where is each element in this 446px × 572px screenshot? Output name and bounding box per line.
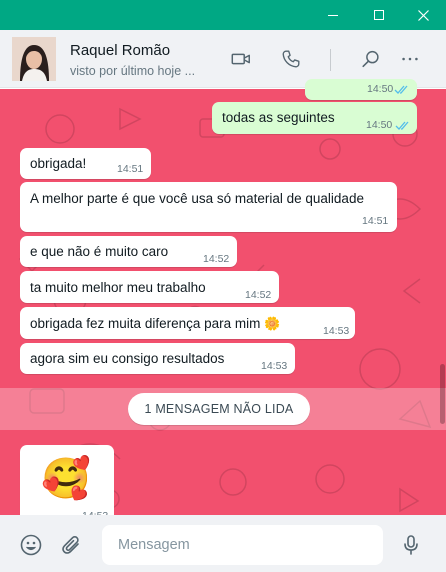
incoming-message[interactable] bbox=[20, 271, 279, 303]
incoming-message[interactable] bbox=[20, 148, 151, 179]
message-text: e que não é muito caro bbox=[30, 244, 169, 259]
unread-count-label: 1 MENSAGEM NÃO LIDA bbox=[128, 393, 310, 425]
maximize-icon bbox=[374, 10, 384, 20]
maximize-button[interactable] bbox=[356, 0, 402, 30]
more-options-button[interactable] bbox=[396, 45, 424, 73]
chat-scrollbar[interactable] bbox=[440, 364, 445, 424]
paperclip-icon bbox=[60, 533, 84, 557]
outgoing-message[interactable] bbox=[212, 102, 417, 134]
incoming-message[interactable] bbox=[20, 343, 295, 374]
blossom-emoji: 🌼 bbox=[264, 316, 281, 331]
composer-bar bbox=[0, 515, 446, 572]
contact-name[interactable]: Raquel Romão bbox=[70, 42, 171, 59]
message-time: 14:53 bbox=[323, 325, 350, 337]
video-call-button[interactable] bbox=[227, 45, 255, 73]
emoji-icon bbox=[19, 533, 43, 557]
message-time: 14:52 bbox=[245, 289, 272, 301]
attach-button[interactable] bbox=[59, 532, 85, 558]
emoji-button[interactable] bbox=[18, 532, 44, 558]
message-time: 14:53 bbox=[261, 360, 288, 372]
search-button[interactable] bbox=[357, 45, 385, 73]
message-text: A melhor parte é que você usa só material de qualidade bbox=[30, 191, 364, 206]
incoming-message[interactable] bbox=[20, 236, 237, 267]
contact-photo bbox=[12, 37, 56, 81]
read-receipt-icon bbox=[394, 84, 410, 95]
message-text: obrigada! bbox=[30, 156, 87, 171]
message-time: 14:52 bbox=[203, 253, 230, 265]
message-text: ta muito melhor meu trabalho bbox=[30, 280, 206, 295]
minimize-button[interactable] bbox=[310, 0, 356, 30]
header-divider bbox=[330, 49, 331, 71]
incoming-message[interactable] bbox=[20, 182, 397, 232]
message-text: todas as seguintes bbox=[222, 110, 335, 125]
phone-icon bbox=[280, 48, 302, 70]
minimize-icon bbox=[328, 15, 338, 16]
search-icon bbox=[360, 48, 382, 70]
message-input[interactable] bbox=[102, 525, 383, 565]
close-icon bbox=[418, 10, 429, 21]
message-text: agora sim eu consigo resultados bbox=[30, 351, 225, 366]
chat-area[interactable] bbox=[0, 83, 446, 515]
smiling-face-with-hearts-emoji: 🥰 bbox=[41, 457, 91, 501]
voice-message-button[interactable] bbox=[398, 532, 424, 558]
ellipsis-icon bbox=[399, 48, 421, 70]
message-time: 14:50 bbox=[367, 83, 394, 95]
video-camera-icon bbox=[230, 48, 252, 70]
window-titlebar bbox=[0, 0, 446, 30]
microphone-icon bbox=[399, 533, 423, 557]
incoming-message[interactable] bbox=[20, 307, 355, 339]
avatar[interactable] bbox=[12, 37, 56, 81]
message-text: obrigada fez muita diferença para mim 🌼 bbox=[30, 316, 281, 331]
read-receipt-icon bbox=[395, 120, 411, 131]
outgoing-message[interactable] bbox=[305, 79, 417, 100]
voice-call-button[interactable] bbox=[277, 45, 305, 73]
close-window-button[interactable] bbox=[400, 0, 446, 30]
message-time: 14:50 bbox=[366, 119, 393, 131]
contact-last-seen: visto por último hoje ... bbox=[70, 64, 196, 78]
message-time: 14:51 bbox=[362, 215, 389, 227]
incoming-message[interactable] bbox=[20, 445, 114, 525]
message-time: 14:51 bbox=[117, 163, 144, 175]
unread-banner bbox=[0, 388, 446, 430]
